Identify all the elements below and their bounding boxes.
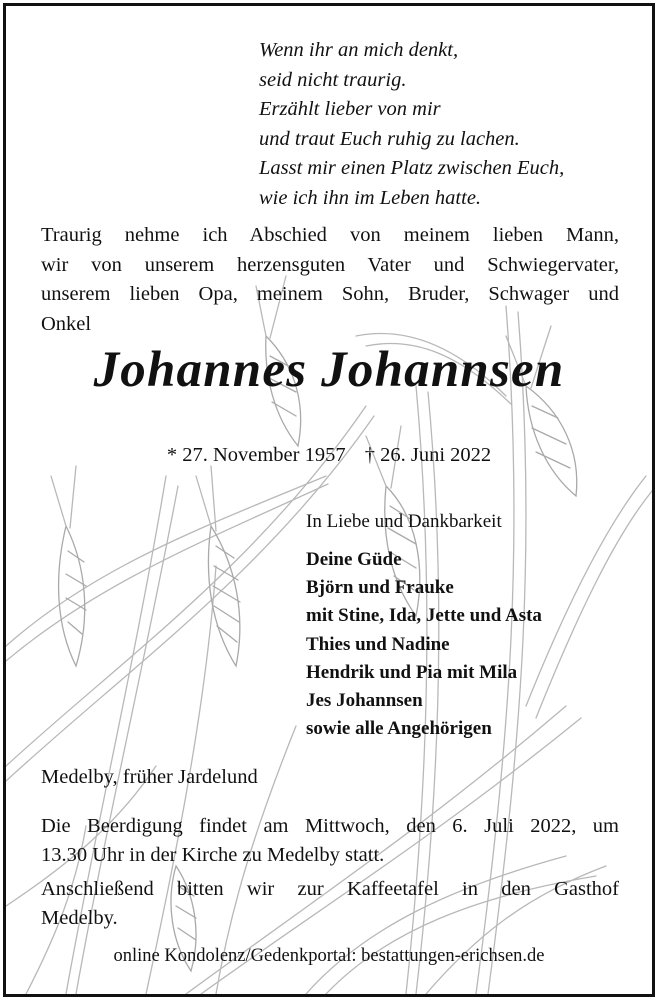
online-condolence-portal: online Kondolenz/Gedenkportal: bestattungen-erichsen.de (113, 946, 545, 966)
farewell-line: Traurig nehme ich Abschied von meinem lieben Mann, (41, 224, 619, 246)
mourner-line: Hendrik und Pia mit Mila (306, 661, 518, 683)
farewell-line: unserem lieben Opa, meinem Sohn, Bruder, Schwager und (41, 283, 619, 306)
memorial-poem (259, 36, 639, 213)
poem-line: und traut Euch ruhig zu lachen. (259, 127, 520, 150)
funeral-line: Anschließend bitten wir zur Kaffeetafel in den Gasthof (41, 878, 619, 900)
mourner-line: sowie alle Angehörigen (306, 718, 492, 740)
mourner-line: Björn und Frauke (306, 577, 454, 599)
obituary-notice (3, 3, 655, 997)
mourner-line: Thies und Nadine (306, 633, 450, 655)
mourner-line: mit Stine, Ida, Jette und Asta (306, 605, 542, 627)
funeral-line: Die Beerdigung findet am Mittwoch, den 6. Juli 2022, um (41, 815, 619, 837)
poem-line: wie ich ihn im Leben hatte. (259, 186, 482, 209)
poem-line: seid nicht traurig. (259, 68, 407, 91)
farewell-line: wir von unserem herzensguten Vater und Schwiegervater, (41, 253, 619, 276)
farewell-line: Onkel (41, 312, 92, 335)
death-date: † 26. Juni 2022 (364, 444, 492, 466)
farewell-text (41, 221, 619, 339)
mourner-line: Jes Johannsen (306, 690, 423, 712)
life-dates (6, 444, 652, 467)
poem-line: Erzählt lieber von mir (259, 98, 441, 120)
notice-content (6, 6, 652, 994)
mourner-line: Deine Güde (306, 549, 402, 570)
birth-date: * 27. November 1957 (166, 444, 346, 466)
funeral-line: Medelby. (41, 906, 118, 929)
deceased-name: Johannes Johannsen (93, 342, 565, 398)
poem-line: Wenn ihr an mich denkt, (259, 39, 459, 61)
place-line: Medelby, früher Jardelund (41, 766, 258, 788)
poem-line: Lasst mir einen Platz zwischen Euch, (259, 157, 565, 179)
funeral-details (41, 812, 619, 932)
mourners-heading: In Liebe und Dankbarkeit (306, 511, 502, 532)
funeral-line: 13.30 Uhr in der Kirche zu Medelby statt. (41, 843, 385, 866)
mourners-list (306, 546, 646, 743)
